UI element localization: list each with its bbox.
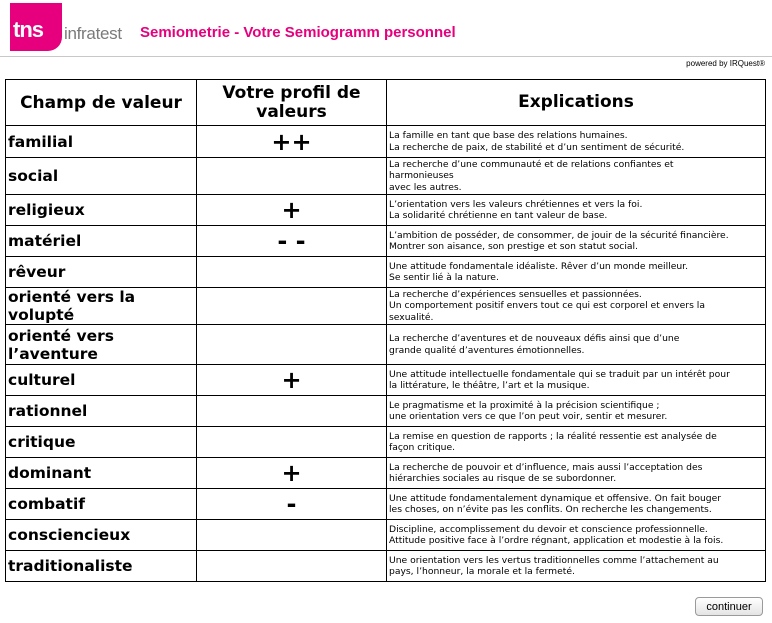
explanation-line: Se sentir lié à la nature. — [389, 272, 499, 283]
table-row — [6, 520, 766, 551]
value-field-cell: orienté vers la volupté — [6, 288, 197, 325]
profile-cell — [197, 288, 387, 325]
explanation-line: harmonieuses — [389, 170, 454, 182]
table-row — [6, 126, 766, 158]
explanation-line: Une attitude fondamentalement dynamique et offensive. On fait bouger — [389, 492, 722, 504]
table-row — [6, 226, 766, 257]
brand-logo — [10, 3, 62, 51]
table-row — [6, 551, 766, 582]
value-field-cell: traditionaliste — [6, 551, 197, 582]
explanation-line: La recherche d’une communauté et de relations confiantes et — [389, 159, 674, 171]
table-row — [6, 288, 766, 325]
explanation-cell — [387, 520, 766, 551]
table-row — [6, 257, 766, 288]
value-field-cell: culturel — [6, 365, 197, 396]
profile-cell: + — [197, 365, 387, 396]
explanation-line: avec les autres. — [389, 181, 462, 193]
explanation-line: La recherche de paix, de stabilité et d’un sentiment de sécurité. — [389, 141, 685, 153]
table-row — [6, 458, 766, 489]
explanation-line: grande qualité d’aventures émotionnelles. — [389, 344, 585, 356]
explanation-cell — [387, 288, 766, 325]
profile-cell — [197, 396, 387, 427]
explanation-line: la littérature, le théâtre, l’art et la musique. — [389, 380, 590, 391]
semiogram-table — [5, 79, 766, 582]
value-field-cell: rationnel — [6, 396, 197, 427]
explanation-line: La recherche d’expériences sensuelles et passionnées. — [389, 289, 642, 301]
profile-cell — [197, 325, 387, 365]
header-divider — [0, 56, 772, 57]
explanation-line: une orientation vers ce que l’on peut voir, sentir et mesurer. — [389, 411, 668, 422]
value-field-cell: orienté vers l’aventure — [6, 325, 197, 365]
profile-cell: + — [197, 458, 387, 489]
explanation-line: Attitude positive face à l’ordre régnant, application et modestie à la fois. — [389, 535, 724, 546]
explanation-cell — [387, 325, 766, 365]
explanation-line: Discipline, accomplissement du devoir et conscience professionnelle. — [389, 523, 708, 535]
explanation-cell — [387, 458, 766, 489]
table-row — [6, 427, 766, 458]
col-header-profile: Votre profil de valeurs — [197, 80, 387, 126]
profile-cell: ++ — [197, 126, 387, 158]
explanation-line: Montrer son aisance, son prestige et son statut social. — [389, 241, 638, 252]
logo-wordmark: infratest — [64, 24, 122, 43]
table-row — [6, 365, 766, 396]
profile-cell: - — [197, 489, 387, 520]
logo-mark: tns — [13, 17, 43, 42]
table-row — [6, 195, 766, 226]
profile-cell: - - — [197, 226, 387, 257]
table-row — [6, 158, 766, 195]
explanation-cell — [387, 195, 766, 226]
value-field-cell: dominant — [6, 458, 197, 489]
explanation-line: L’ambition de posséder, de consommer, de jouir de la sécurité financière. — [389, 229, 729, 241]
table-row — [6, 396, 766, 427]
profile-cell — [197, 427, 387, 458]
value-field-cell: social — [6, 158, 197, 195]
table-header-row — [6, 80, 766, 126]
explanation-line: La famille en tant que base des relations humaines. — [389, 130, 628, 142]
explanation-line: façon critique. — [389, 442, 456, 453]
explanation-line: La remise en question de rapports ; la réalité ressentie est analysée de — [389, 430, 717, 442]
explanation-line: Le pragmatisme et la proximité à la précision scientifique ; — [389, 399, 660, 411]
explanation-line: La solidarité chrétienne en tant valeur de base. — [389, 210, 608, 221]
value-field-cell: familial — [6, 126, 197, 158]
explanation-line: les choses, on n’évite pas les conflits. On recherche les changements. — [389, 504, 712, 515]
profile-cell: + — [197, 195, 387, 226]
value-field-cell: combatif — [6, 489, 197, 520]
explanation-line: pays, l’honneur, la morale et la fermeté. — [389, 566, 575, 577]
explanation-cell — [387, 126, 766, 158]
explanation-line: La recherche d’aventures et de nouveaux défis ainsi que d’une — [389, 333, 680, 345]
explanation-line: Une orientation vers les vertus traditionnelles comme l’attachement au — [389, 554, 719, 566]
table-row — [6, 325, 766, 365]
profile-cell — [197, 158, 387, 195]
table-row — [6, 489, 766, 520]
explanation-cell — [387, 365, 766, 396]
explanation-line: L’orientation vers les valeurs chrétiennes et vers la foi. — [389, 198, 643, 210]
value-field-cell: critique — [6, 427, 197, 458]
page-title: Semiometrie - Votre Semiogramm personnel — [140, 24, 456, 41]
value-field-cell: matériel — [6, 226, 197, 257]
profile-cell — [197, 257, 387, 288]
explanation-cell — [387, 158, 766, 195]
continue-button[interactable]: continuer — [695, 597, 763, 616]
value-field-cell: consciencieux — [6, 520, 197, 551]
explanation-line: Une attitude fondamentale idéaliste. Rêver d’un monde meilleur. — [389, 260, 689, 272]
powered-by-label: powered by IRQuest® — [686, 59, 765, 68]
explanation-cell — [387, 489, 766, 520]
explanation-line: sexualité. — [389, 311, 434, 323]
explanation-cell — [387, 257, 766, 288]
explanation-line: Une attitude intellectuelle fondamentale qui se traduit par un intérêt pour — [389, 368, 730, 380]
value-field-cell: religieux — [6, 195, 197, 226]
explanation-line: La recherche de pouvoir et d’influence, mais aussi l’acceptation des — [389, 461, 703, 473]
value-field-cell: rêveur — [6, 257, 197, 288]
profile-cell — [197, 520, 387, 551]
explanation-line: hiérarchies sociales au risque de se subordonner. — [389, 473, 617, 484]
explanation-cell — [387, 396, 766, 427]
explanation-cell — [387, 551, 766, 582]
profile-cell — [197, 551, 387, 582]
explanation-cell — [387, 226, 766, 257]
col-header-field: Champ de valeur — [6, 80, 197, 126]
explanation-line: Un comportement positif envers tout ce qui est corporel et envers la — [389, 300, 705, 312]
col-header-explanations: Explications — [387, 80, 766, 126]
explanation-cell — [387, 427, 766, 458]
